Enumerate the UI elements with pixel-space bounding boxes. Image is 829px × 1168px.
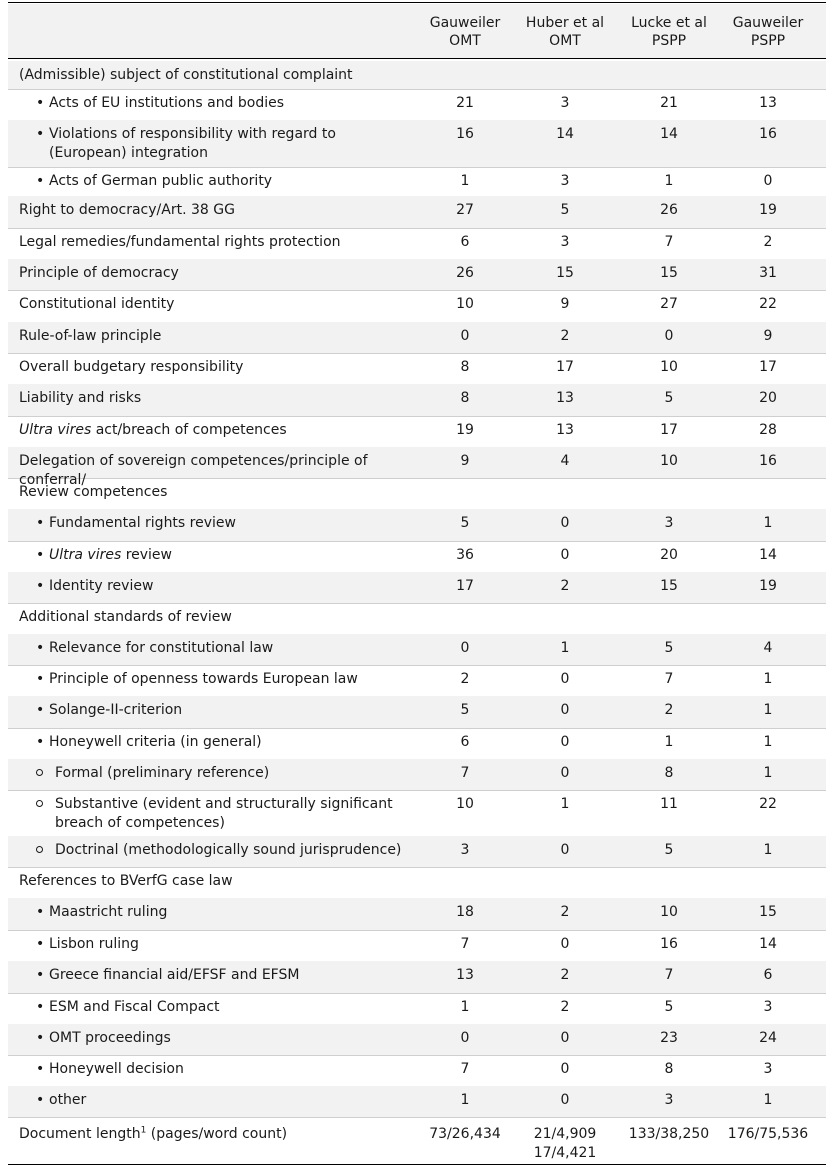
cell-value [624,1125,714,1144]
row-label [36,764,416,783]
table-row [8,1024,826,1056]
cell-value: 0 [560,515,570,531]
cell-value: 0 [560,547,570,563]
table-row [8,836,826,868]
row-label [36,1060,416,1079]
bullet-icon: • [36,671,45,687]
row-label [36,795,416,833]
row-label-text: Overall budgetary responsibility [19,359,244,375]
row-label [19,233,414,252]
cell-value: 15 [759,904,777,920]
italic-term: Ultra vires [19,422,92,438]
cell-value: 22 [759,796,777,812]
cell-value: 20 [759,390,777,406]
column-header-lucke-pspp: Lucke et al PSPP [631,15,707,49]
row-label [19,327,414,346]
row-label [36,94,416,113]
row-label [36,172,416,191]
table-row [8,898,826,931]
cell-value: 17 [660,422,678,438]
row-label [19,389,414,408]
table-row [8,541,826,573]
cell-value-line: 21/4,909 [533,1126,597,1142]
table-row [8,603,826,635]
circle-bullet-icon [36,769,43,776]
table-row [8,759,826,791]
row-label-text: References to BVerfG case law [19,873,233,889]
cell-value-line: 133/38,250 [628,1126,710,1142]
cell-value: 1 [460,999,470,1015]
table-row [8,665,826,697]
bullet-icon: • [36,640,45,656]
cell-value: 13 [556,390,574,406]
row-label-text: Constitutional identity [19,296,175,312]
row-label-text: Honeywell decision [49,1061,184,1077]
row-label-text: Solange-II-criterion [49,702,183,718]
cell-value: 1 [763,1092,773,1108]
cell-value: 9 [763,328,773,344]
table-row [8,167,826,197]
cell-value: 31 [759,265,777,281]
row-label [36,966,416,985]
row-label [36,903,416,922]
row-label-text: Doctrinal (methodologically sound jurisprudence) [55,842,402,858]
cell-value: 5 [664,842,674,858]
cell-value: 7 [460,936,470,952]
bullet-icon: • [36,578,45,594]
cell-value: 27 [660,296,678,312]
bullet-icon: • [36,173,45,189]
cell-value: 17 [759,359,777,375]
row-label-suffix: (pages/word count) [146,1126,288,1142]
cell-value: 6 [763,967,773,983]
row-label [19,483,414,502]
cell-value [420,1125,510,1144]
cell-value: 4 [763,640,773,656]
cell-value: 2 [560,904,570,920]
row-label [36,577,416,596]
circle-bullet-icon [36,846,43,853]
table-row [8,1055,826,1087]
row-label-text: Right to democracy/Art. 38 GG [19,202,235,218]
row-label-text: Ultra vires act/breach of competences [19,422,287,438]
row-label-text: Delegation of sovereign competences/principle of conferral/ [19,453,368,488]
bullet-icon: • [36,999,45,1015]
bullet-icon: • [36,936,45,952]
cell-value: 0 [560,765,570,781]
row-label-text: Honeywell criteria (in general) [49,734,262,750]
cell-value: 7 [460,765,470,781]
row-label-text: Formal (preliminary reference) [55,765,270,781]
cell-value: 13 [759,95,777,111]
cell-value: 19 [456,422,474,438]
table-row [8,696,826,729]
row-label [19,872,414,891]
cell-value: 2 [560,328,570,344]
row-label [36,935,416,954]
cell-value: 24 [759,1030,777,1046]
row-label-text: Principle of democracy [19,265,179,281]
cell-value: 3 [560,234,570,250]
cell-value: 6 [460,234,470,250]
cell-value: 5 [664,640,674,656]
cell-value: 0 [460,328,470,344]
cell-value: 0 [560,1061,570,1077]
cell-value: 0 [560,936,570,952]
row-label-text: Substantive (evident and structurally significant breach of competences) [55,796,393,831]
row-label-text: Ultra vires review [49,547,172,563]
cell-value: 3 [560,95,570,111]
table-row [8,993,826,1025]
cell-value: 10 [456,796,474,812]
cell-value: 5 [460,702,470,718]
cell-value: 6 [460,734,470,750]
row-label [19,66,414,85]
row-label [19,608,414,627]
cell-value: 16 [759,126,777,142]
row-label [36,841,416,860]
cell-value: 22 [759,296,777,312]
cell-value: 3 [460,842,470,858]
cell-value: 1 [664,734,674,750]
row-label-text: Identity review [49,578,154,594]
row-label-text: Greece financial aid/EFSF and EFSM [49,967,300,983]
cell-value: 0 [560,1092,570,1108]
cell-value: 26 [456,265,474,281]
row-label [19,358,414,377]
row-label [19,421,414,440]
cell-value-line: 17/4,421 [533,1145,597,1161]
cell-value: 3 [664,1092,674,1108]
table-header [8,4,826,59]
cell-value: 15 [660,578,678,594]
row-label-text: Rule-of-law principle [19,328,162,344]
top-rule [8,2,826,3]
cell-value: 10 [456,296,474,312]
table-row [8,290,826,323]
cell-value: 0 [560,702,570,718]
cell-value: 1 [763,671,773,687]
table-row [8,196,826,229]
table-row [8,447,826,488]
cell-value: 21 [660,95,678,111]
cell-value: 14 [759,547,777,563]
row-label-text: Violations of responsibility with regard to (European) integration [49,126,336,161]
cell-value: 15 [660,265,678,281]
table-row [8,961,826,994]
table-row [8,384,826,417]
table-row [8,259,826,291]
row-label [19,295,414,314]
table-row [8,728,826,760]
cell-value: 1 [763,734,773,750]
cell-value: 0 [560,1030,570,1046]
cell-value: 11 [660,796,678,812]
cell-value: 16 [456,126,474,142]
table-row [8,867,826,899]
table-row [8,572,826,604]
bullet-icon: • [36,967,45,983]
cell-value: 10 [660,904,678,920]
bullet-icon: • [36,1092,45,1108]
cell-value: 8 [664,1061,674,1077]
row-label [36,514,416,533]
table-row [8,322,826,354]
cell-value [520,1125,610,1163]
row-label-text: Liability and risks [19,390,142,406]
cell-value: 26 [660,202,678,218]
cell-value: 2 [664,702,674,718]
cell-value: 17 [456,578,474,594]
cell-value [723,1125,813,1144]
bullet-icon: • [36,1061,45,1077]
table-row [8,120,826,168]
cell-value: 16 [759,453,777,469]
bullet-icon: • [36,702,45,718]
cell-value: 8 [460,359,470,375]
table-row [8,790,826,837]
footnote-mark: 1 [140,1125,147,1136]
cell-value: 0 [664,328,674,344]
row-label [36,701,416,720]
cell-value: 10 [660,453,678,469]
cell-value: 4 [560,453,570,469]
row-label [36,546,416,565]
row-label-text: Acts of EU institutions and bodies [49,95,285,111]
row-label-text: Principle of openness towards European law [49,671,358,687]
cell-value: 3 [664,515,674,531]
cell-value-line: 73/26,434 [429,1126,501,1142]
cell-value: 10 [660,359,678,375]
circle-bullet-icon [36,800,43,807]
cell-value: 3 [763,999,773,1015]
table-row [8,416,826,448]
cell-value: 19 [759,578,777,594]
table-row [8,478,826,510]
table-row [8,930,826,962]
row-label-text: ESM and Fiscal Compact [49,999,220,1015]
cell-value: 7 [460,1061,470,1077]
cell-value: 2 [460,671,470,687]
cell-value: 1 [763,842,773,858]
table-row [8,353,826,385]
cell-value: 14 [660,126,678,142]
row-label [19,201,414,220]
bullet-icon: • [36,126,45,142]
cell-value: 16 [660,936,678,952]
cell-value: 9 [460,453,470,469]
cell-value: 7 [664,234,674,250]
cell-value: 5 [664,390,674,406]
cell-value: 28 [759,422,777,438]
column-header-gauweiler-pspp: Gauweiler PSPP [732,15,804,49]
column-header-huber-omt: Huber et al OMT [525,15,605,49]
cell-value: 0 [763,173,773,189]
cell-value: 13 [456,967,474,983]
cell-value: 1 [460,1092,470,1108]
table-row [8,61,826,90]
cell-value: 9 [560,296,570,312]
table-row [8,509,826,542]
cell-value: 21 [456,95,474,111]
table-row [8,634,826,666]
cell-value: 5 [664,999,674,1015]
cell-value: 13 [556,422,574,438]
row-label-text: Lisbon ruling [49,936,139,952]
row-label-text: other [49,1092,87,1108]
row-label-text: Legal remedies/fundamental rights protection [19,234,341,250]
cell-value: 1 [763,765,773,781]
row-label [36,125,416,163]
bullet-icon: • [36,95,45,111]
cell-value: 27 [456,202,474,218]
table-row [8,1086,826,1118]
cell-value: 36 [456,547,474,563]
bullet-icon: • [36,515,45,531]
cell-value: 7 [664,967,674,983]
table-row [8,228,826,260]
cell-value: 1 [763,702,773,718]
cell-value: 1 [664,173,674,189]
cell-value: 8 [664,765,674,781]
table-row [8,89,826,121]
italic-term: Ultra vires [49,547,122,563]
cell-value: 0 [560,671,570,687]
bullet-icon: • [36,1030,45,1046]
cell-value: 17 [556,359,574,375]
cell-value: 8 [460,390,470,406]
row-label-text: Additional standards of review [19,609,232,625]
row-label [36,1029,416,1048]
bullet-icon: • [36,547,45,563]
document-length-row [8,1117,826,1165]
column-header-gauweiler-omt: Gauweiler OMT [429,15,501,49]
cell-value: 14 [759,936,777,952]
row-label [36,1091,416,1110]
row-label-text: OMT proceedings [49,1030,171,1046]
row-label-text: Document length [19,1126,141,1142]
cell-value: 3 [560,173,570,189]
cell-value: 2 [560,999,570,1015]
cell-value: 23 [660,1030,678,1046]
bullet-icon: • [36,904,45,920]
row-label [36,733,416,752]
cell-value: 0 [460,1030,470,1046]
cell-value: 1 [560,640,570,656]
cell-value: 20 [660,547,678,563]
row-label [36,670,416,689]
row-label-text: Relevance for constitutional law [49,640,274,656]
cell-value: 18 [456,904,474,920]
row-label-text: Fundamental rights review [49,515,236,531]
cell-value: 0 [460,640,470,656]
cell-value: 0 [560,734,570,750]
row-label [19,1125,287,1144]
cell-value: 1 [763,515,773,531]
row-label-text: Maastricht ruling [49,904,168,920]
bullet-icon: • [36,734,45,750]
cell-value: 2 [560,967,570,983]
row-label-text: (Admissible) subject of constitutional complaint [19,67,353,83]
cell-value: 2 [763,234,773,250]
row-label-text: Acts of German public authority [49,173,273,189]
cell-value: 5 [460,515,470,531]
cell-value: 3 [763,1061,773,1077]
cell-value-line: 176/75,536 [727,1126,809,1142]
cell-value: 19 [759,202,777,218]
cell-value: 15 [556,265,574,281]
cell-value: 1 [460,173,470,189]
cell-value: 5 [560,202,570,218]
cell-value: 0 [560,842,570,858]
row-label [19,264,414,283]
row-label [36,998,416,1017]
row-label [36,639,416,658]
cell-value: 1 [560,796,570,812]
cell-value: 14 [556,126,574,142]
cell-value: 7 [664,671,674,687]
row-label-text: Review competences [19,484,168,500]
cell-value: 2 [560,578,570,594]
